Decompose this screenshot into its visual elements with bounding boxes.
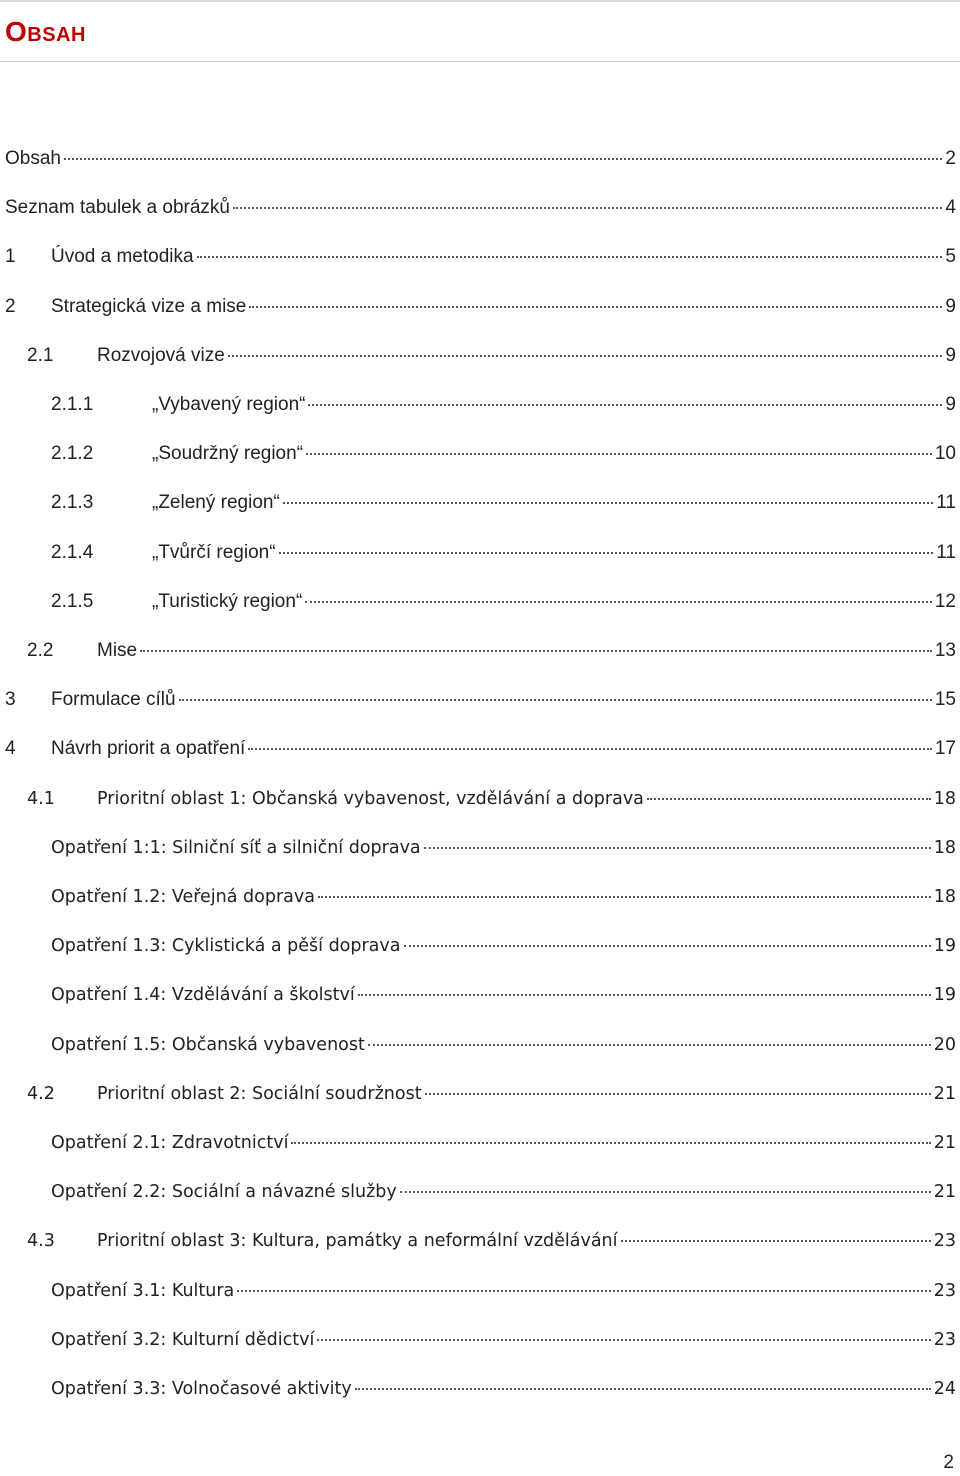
toc-entry-page: 21 [933,1133,956,1153]
toc-entry[interactable] [51,1327,956,1353]
toc-entry[interactable] [51,982,956,1008]
toc-entry-number: 2.2 [27,640,54,661]
toc-entry-page: 20 [933,1035,956,1055]
toc-entry[interactable] [5,294,956,320]
toc-entry[interactable] [5,146,956,172]
toc-entry-page: 11 [936,542,956,563]
toc-entry-title: „Zelený region“ [152,492,280,513]
heading-block [0,0,960,62]
toc-entry-page: 5 [945,246,956,267]
toc-entry-number: 2.1.2 [51,443,94,464]
toc-entry[interactable] [51,589,956,615]
toc-entry-page: 9 [945,394,956,415]
toc-entry-page: 21 [933,1084,956,1104]
toc-entry[interactable] [51,835,956,861]
dot-leader [179,698,932,701]
toc-entry-title: Formulace cílů [51,689,176,710]
dot-leader [404,944,931,947]
toc-entry-page: 4 [945,197,956,218]
dot-leader [248,747,932,750]
toc-entry[interactable] [51,1278,956,1304]
dot-leader [317,1338,930,1341]
toc-entry[interactable] [51,933,956,959]
toc-entry-title: „Turistický region“ [152,591,303,612]
dot-leader [368,1043,931,1046]
toc-entry[interactable] [27,343,956,369]
toc-entry-number: 2.1.5 [51,591,94,612]
dot-leader [305,600,932,603]
dot-leader [228,354,943,357]
toc-entry-number: 2.1.3 [51,492,94,513]
toc-entry-page: 23 [933,1330,956,1350]
toc-entry[interactable] [27,1081,956,1107]
toc-entry-title: Opatření 1.2: Veřejná doprava [51,887,315,907]
toc-entry-page: 2 [945,148,956,169]
toc-entry-title: Opatření 3.3: Volnočasové aktivity [51,1379,352,1399]
toc-entry-number: 4.3 [27,1231,55,1251]
toc-entry-title: Prioritní oblast 1: Občanská vybavenost, vzdělávání a doprava [97,789,644,809]
toc-entry-title: „Tvůrčí region“ [152,542,276,563]
toc-entry[interactable] [51,1179,956,1205]
dot-leader [358,993,931,996]
toc-entry-title: Prioritní oblast 2: Sociální soudržnost [97,1084,422,1104]
dot-leader [279,551,934,554]
toc-entry-title: Návrh priorit a opatření [51,738,246,759]
toc-entry-title: Opatření 3.2: Kulturní dědictví [51,1330,315,1350]
toc-entry-title: Opatření 3.1: Kultura [51,1281,235,1301]
toc-entry[interactable] [51,392,956,418]
toc-entry-title: „Soudržný region“ [152,443,304,464]
toc-entry[interactable] [27,638,956,664]
toc-entry-page: 18 [933,887,956,907]
toc-entry-number: 4.1 [27,789,55,809]
toc-entry-page: 23 [933,1281,956,1301]
toc-entry-page: 19 [933,936,956,956]
toc-entry-page: 13 [934,640,956,661]
toc-entry-page: 15 [934,689,956,710]
toc-entry-page: 19 [933,985,956,1005]
dot-leader [306,452,932,455]
toc-entry-page: 17 [934,738,956,759]
dot-leader [64,157,942,160]
dot-leader [233,206,942,209]
toc-entry[interactable] [5,736,956,762]
dot-leader [355,1387,931,1390]
toc-entry-page: 11 [936,492,956,513]
toc-entry[interactable] [27,1228,956,1254]
toc-entry-number: 2.1.4 [51,542,94,563]
toc-entry-page: 12 [934,591,956,612]
dot-leader [308,403,942,406]
toc-entry[interactable] [51,1376,956,1402]
toc-entry[interactable] [51,1130,956,1156]
dot-leader [237,1289,930,1292]
toc-entry[interactable] [5,244,956,270]
toc-entry-title: Opatření 2.2: Sociální a návazné služby [51,1182,397,1202]
dot-leader [400,1190,931,1193]
toc-entry-page: 9 [945,296,956,317]
toc-entry-title: Opatření 2.1: Zdravotnictví [51,1133,289,1153]
toc-entry[interactable] [5,195,956,221]
dot-leader [621,1239,931,1242]
toc-entry-title: Obsah [5,148,61,169]
page-heading: Obsah [5,16,86,47]
dot-leader [647,797,931,800]
toc-entry-title: Opatření 1.5: Občanská vybavenost [51,1035,365,1055]
toc-entry-title: Seznam tabulek a obrázků [5,197,230,218]
toc-entry-page: 18 [933,789,956,809]
toc-entry-title: Prioritní oblast 3: Kultura, památky a neformální vzdělávání [97,1231,618,1251]
toc-entry-title: Strategická vize a mise [51,296,247,317]
toc-entry-title: Opatření 1:1: Silniční síť a silniční doprava [51,838,421,858]
dot-leader [249,305,942,308]
toc-entry[interactable] [51,884,956,910]
toc-entry-number: 4 [5,738,16,759]
toc-entry[interactable] [5,687,956,713]
toc-entry-page: 18 [933,838,956,858]
toc-entry[interactable] [51,490,956,516]
toc-entry-number: 2 [5,296,16,317]
dot-leader [197,255,943,258]
toc-entry-page: 9 [945,345,956,366]
toc-entry-page: 10 [934,443,956,464]
toc-entry-page: 21 [933,1182,956,1202]
toc-entry-number: 2.1.1 [51,394,94,415]
toc-entry[interactable] [51,1032,956,1058]
dot-leader [425,1092,931,1095]
toc-entry-title: Opatření 1.3: Cyklistická a pěší doprava [51,936,401,956]
toc-entry-number: 1 [5,246,16,267]
dot-leader [140,649,932,652]
toc-entry-title: Opatření 1.4: Vzdělávání a školství [51,985,355,1005]
toc-entry-number: 4.2 [27,1084,55,1104]
toc-entry-title: Úvod a metodika [51,246,194,267]
toc-entry[interactable] [51,441,956,467]
toc-entry-title: „Vybavený region“ [152,394,306,415]
toc-entry-number: 2.1 [27,345,54,366]
page-number: 2 [943,1452,954,1473]
toc-entry-page: 23 [933,1231,956,1251]
dot-leader [424,846,931,849]
toc-entry-number: 3 [5,689,16,710]
dot-leader [318,895,931,898]
toc-entry[interactable] [51,540,956,566]
dot-leader [291,1141,930,1144]
toc-entry[interactable] [27,786,956,812]
toc-entry-title: Rozvojová vize [97,345,225,366]
toc-entry-title: Mise [97,640,138,661]
toc-entry-page: 24 [933,1379,956,1399]
dot-leader [283,501,933,504]
